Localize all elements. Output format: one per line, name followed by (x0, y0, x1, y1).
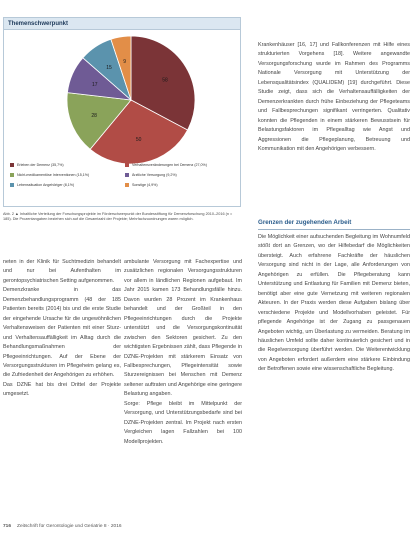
legend-swatch (125, 163, 129, 167)
paragraph: neten in der Klinik für Suchtmedizin behandelt und nur bei Aufenthalten im gerontopsychiatrischen Setting aufgenommen. (3, 259, 121, 284)
text-column-middle (124, 258, 242, 447)
text-column-right-top (258, 41, 410, 154)
paragraph: Sorge: Pflege bleibt im Mittelpunkt der Versorgung, und Unterstützungsbedarfe sind bei DZNE-Projekten zentral. Im Projekt nach ersten Vergleichen lagen Fallzahlen bei 100 Modellprojekten. (124, 400, 242, 445)
legend-label: Verhaltensveränderungen bei Demenz (27,0%) (132, 163, 207, 167)
chart-legend (10, 160, 240, 190)
paragraph: Das DZNE hat bis drei Drittel der Projekte umgesetzt. (3, 381, 121, 398)
pie-data-label: 28 (91, 112, 97, 119)
journal-name: Zeitschrift für Gerontologie und Geriatrie 8 · 2016 (17, 523, 122, 529)
pie-data-label: 17 (91, 81, 98, 88)
legend-label: Erleben der Demenz (35,7%) (17, 163, 64, 167)
legend-item (125, 183, 240, 187)
pie-svg (4, 31, 242, 169)
legend-item (10, 163, 125, 167)
legend-row (10, 180, 240, 190)
legend-label: Sonstige (4,9%) (132, 183, 158, 187)
paragraph: Die Möglichkeit einer aufsuchenden Begleitung im Wohnumfeld stößt dort an Grenzen, wo der Hilfebedarf die Möglichkeiten übersteigt. Auch erfahrene Fachkräfte der häuslichen Versorgung sind nicht in der Lage, alle Anforderungen von Angehörigen zu erfüllen. Die Pflegeberatung kann Unterstützung und Entlastung für Familien mit Demenz bieten, benötigt aber eine gute Vernetzung mit weiteren regionalen Akteuren. In der Praxis werden diese Aufgaben bislang über verschiedene Projekte und Modellvorhaben geleistet. Für pflegende Angehörige ist der Zugang zu passgenauen Angeboten wichtig, um Überlastung zu vermeiden. Beratung im häuslichen Umfeld sollte daher kontinuierlich gesichert und in die Regelversorgung überführt werden. Die Weiterentwicklung von Angeboten erfordert außerdem eine stärkere Einbindung der Betroffenen sowie eine wissenschaftliche Begleitung. (258, 234, 410, 373)
legend-item (125, 163, 240, 167)
figure-caption: Abb. 2 ▲ Inhaltliche Verteilung der Forschungsprojekte im Förderschwerpunkt der Bundesstiftung für Demenzforschung 2010–2016 (n = 185). Die Prozentangaben beziehen sich auf die Gesamtzahl der Projekte; Mehrfachzuordnungen waren möglich. (3, 212, 233, 222)
paragraph: Demenzkranke in das Demenzbehandlungsprogramm (48 der 185 Patienten bereits (2014) bis und die erste Studie der eingehende Ursache für die ungewöhnlichen Verhaltensweisen der Patienten mit einer Sturz- und Verhaltensauffälligkeit im Alltag durch die Behandlungsmaßnahmen der Pflegeeinrichtungen. Auf der Ebene der Versorgungsstrukturen im Pflegeheim gelang es, die Zufriedenheit der Angehörigen zu erhöhen. (3, 287, 121, 379)
figure-box (3, 17, 241, 207)
pie-data-label: 58 (162, 77, 168, 84)
legend-label: Nicht-medikamentöse Interventionen (15,1%) (17, 173, 90, 177)
page-footer (3, 521, 408, 531)
legend-item (10, 183, 125, 187)
legend-row (10, 170, 240, 180)
legend-label: Ärztliche Versorgung (9,2%) (132, 173, 177, 177)
legend-swatch (125, 173, 129, 177)
text-column-left (3, 258, 121, 400)
paragraph: Krankenhäuser [16, 17] und Fallkonferenzen mit Hilfe eines strukturierten Vorgehens [18]. Weitere angewandte Versorgungsforschung wurde im Rahmen des Programms Nationale Versorgung mit Unterstützung der Lebensqualitätsindex (QUALIDEM) [19] durchgeführt. Diese Studie zeigt, dass sich die Verhaltensauffälligkeiten der Demenzerkrankten durch frühe Einbeziehung der Pflegeteams und Fallbesprechungen signifikant verringerten. Qualitativ konnten die Pflegenden in einem stärkeren Bewusstsein für Belastungsfaktoren im Pflegealltag wie Angst und Aggressionen die Pflegeplanung, Betreuung und Kommunikation mit den Angehörigen verbessern. (258, 42, 410, 152)
pie-data-label: 50 (135, 136, 142, 143)
legend-label: Lebenssituation Angehöriger (8,1%) (17, 183, 75, 187)
legend-swatch (10, 183, 14, 187)
paragraph: ambulante Versorgung mit Fachexpertise und zusätzlichen regionalen Versorgungsstrukturen vor allem in ländlichen Regionen aufgebaut. Im Jahr 2015 kamen 173 Behandlungsfälle hinzu. Davon wurden 28 Prozent im Krankenhaus behandelt und der Großteil in den Pflegeeinrichtungen durch die Projekte unterstützt und die Versorgungskontinuität zwischen den Sektoren gesichert. Zu den wichtigsten Ergebnissen zählt, dass Pflegende in DZNE-Projekten mit stärkerem Einsatz von Fallbesprechungen, Pflegeintensität sowie Sturzereignissen bei Menschen mit Demenz seltener auftraten und Angehörige eine geringere Belastung angaben. (124, 259, 242, 398)
pie-data-label: 9 (123, 58, 127, 65)
page-number: 716 (3, 523, 12, 529)
legend-item (10, 173, 125, 177)
legend-item (125, 173, 240, 177)
legend-swatch (125, 183, 129, 187)
pie-chart (4, 31, 242, 169)
pie-data-label: 15 (106, 64, 112, 71)
legend-swatch (10, 173, 14, 177)
figure-header: Themenschwerpunkt (4, 18, 240, 30)
legend-row (10, 160, 240, 170)
section-rule (258, 229, 410, 230)
text-column-right-bottom (258, 233, 410, 375)
section-heading: Grenzen der zugehenden Arbeit (258, 219, 352, 226)
legend-swatch (10, 163, 14, 167)
